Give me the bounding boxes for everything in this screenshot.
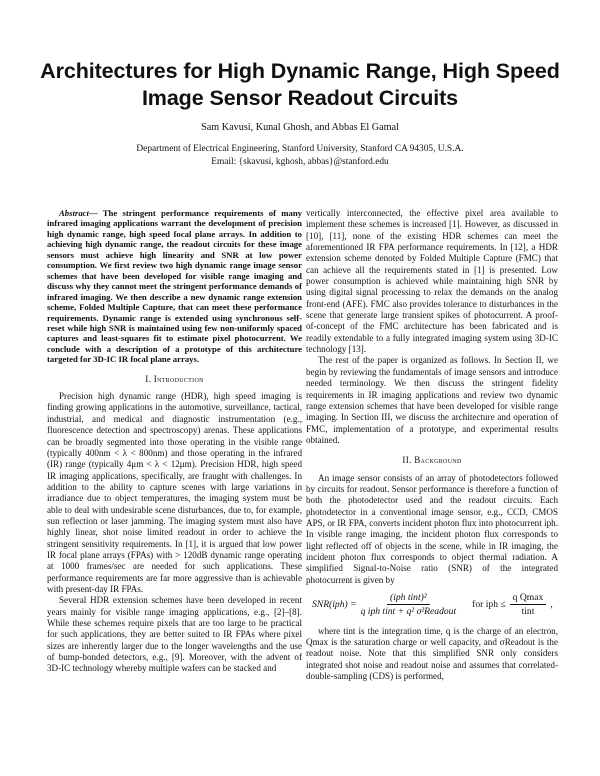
condition-denominator: tint — [521, 606, 535, 618]
abstract-text: — The stringent performance requirements of many infrared imaging applications warrant the development of precision high dynamic range, high speed focal plane arrays. In addition to achieving high dynamic range, the readout circuits for these image sensors must achieve high linearity and SNR at low power consumption. We first review two high dynamic range image sensor schemes that have been developed for visible range imaging and discuss why they cannot meet the stringent performance demands of infrared imaging. We then describe a new dynamic range extension scheme, Folded Multiple Capture, that can meet these performance requirements. Dynamic range is extended using synchronous self-reset while high SNR is maintained using few non-uniformly spaced captures and least-squares fit to estimate pixel photocurrent. We conclude with a description of a prototype of this architecture targeted for 3D-IC IR focal plane arrays. — [47, 208, 302, 365]
intro-paragraph-4: The rest of the paper is organized as follows. In Section II, we begin by reviewing the fundamentals of image sensors and introduce needed terminology. We then discuss the stringent fidelity requirements in IR imaging applications and review two dynamic range extension schemes that have been developed for visible range imaging. In Section III, we discuss the architecture and operation of FMC, implementation of a prototype, and experimental results obtained. — [306, 355, 558, 445]
right-column — [306, 208, 558, 682]
condition-prefix: for iph ≤ — [472, 599, 506, 611]
section-heading-introduction: I. Introduction — [145, 373, 204, 384]
paper-title: Architectures for High Dynamic Range, High Speed Image Sensor Readout Circuits — [40, 59, 560, 110]
abstract — [47, 208, 302, 365]
equation-lhs: SNR(iph) = — [312, 599, 357, 611]
equation-denominator: q iph tint + q² σ²Readout — [360, 606, 457, 618]
author-email: Email: {skavusi, kghosh, abbas}@stanford.edu — [211, 156, 389, 167]
affiliation-block — [0, 143, 600, 168]
intro-paragraph-1: Precision high dynamic range (HDR), high speed imaging is finding growing applications in the automotive, surveillance, tactical, industrial, and medical and diagnostic instrumentation (e.g., fluorescence detection and spectroscopy) arenas. These applications can be broadly segmented into those operating in the visible range (typically 400nm < λ < 800nm) and those operating in the infrared (IR) range (typically 4μm < λ < 12μm). Precision HDR, high speed IR imaging applications, specifically, are fraught with challenges. In addition to the ability to capture scenes with large variations in irradiance due to object temperatures, the imaging system must be able to deal with undesirable scene disturbances, due to, for example, sun reflection or laser jamming. The imaging system must also have highly linear, shot noise limited readout in order to achieve the stringent sensitivity requirements. In [1], it is argued that low power IR focal plane arrays (FPAs) with > 120dB dynamic range operating at 1000 frames/sec are needed for such applications. These performance requirements are far more aggressive than is achievable with present-day IR FPAs. — [47, 391, 302, 594]
snr-equation — [306, 592, 558, 618]
equation-fraction — [361, 592, 457, 618]
background-paragraph-1: An image sensor consists of an array of photodetectors followed by circuits for readout. Sensor performance is therefore a function of both the photodetector used and the readout circuits. Each photodetector in a conventional image sensor, e.g., CCD, CMOS APS, or IR FPA, converts incident photon flux into photocurrent iph. In visible range imaging, the incident photon flux corresponds to light reflected off of objects in the scene, while in IR imaging, the incident photon flux corresponds to object thermal radiation. A simplified Signal-to-Noise ratio (SNR) of the integrated photocurrent is given by — [306, 472, 558, 585]
condition-fraction — [510, 592, 547, 618]
condition-numerator: q Qmax — [510, 592, 547, 605]
equation-numerator: (iph tint)² — [387, 592, 430, 605]
left-column — [47, 208, 302, 675]
affiliation: Department of Electrical Engineering, Stanford University, Stanford CA 94305, U.S.A. — [136, 144, 464, 154]
author-list: Sam Kavusi, Kunal Ghosh, and Abbas El Gamal — [201, 122, 399, 133]
section-heading-background: II. Background — [402, 455, 462, 466]
equation-comma: , — [550, 599, 553, 611]
background-paragraph-2: where tint is the integration time, q is the charge of an electron, Qmax is the saturation charge or well capacity, and σReadout is the readout noise. Note that this simplified SNR only considers integrated shot noise and readout noise and assumes that correlated-double-sampling (CDS) is performed, — [306, 625, 558, 682]
intro-paragraph-2: Several HDR extension schemes have been developed in recent years mainly for visible range imaging applications, e.g., [2]–[8]. While these schemes require pixels that are too large to be practical for such applications, they are better suited to IR FPAs where pixel sizes are inherently larger due to the longer wavelengths and the use of bump-bonded detectors, e.g., [9]. Moreover, with the advent of 3D-IC technology whereby multiple wafers can be stacked and — [47, 595, 302, 674]
abstract-label: Abstract — [59, 208, 89, 218]
equation-condition — [472, 592, 553, 618]
intro-paragraph-3: vertically interconnected, the effective pixel area available to implement these schemes is increased [1]. However, as discussed in [10], [11], none of the existing HDR schemes can meet the aforementioned IR FPA performance requirements. In [12], a HDR extension scheme denoted by Folded Multiple Capture (FMC) that can achieve all the requirements stated in [1] is presented. Low power consumption is achieved while maintaining high SNR by using digital signal processing to relax the demands on the analog front-end (AFE). FMC also provides tolerance to disturbances in the scene that generate large transient spikes of photocurrent. A proof-of-concept of the FMC architecture has been fabricated and is readily extendable to a fully integrated imaging system using 3D-IC technology [13]. — [306, 208, 558, 355]
